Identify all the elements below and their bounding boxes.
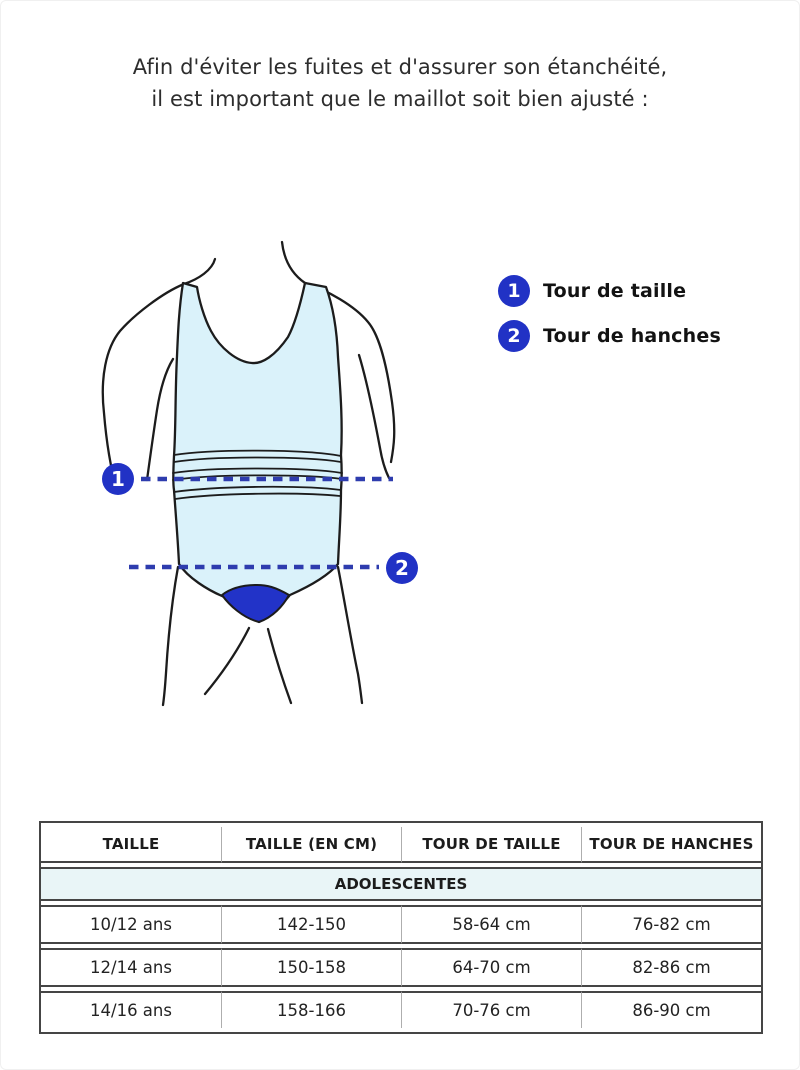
left-arm-inner-line <box>147 359 173 480</box>
intro-line-2: il est important que le maillot soit bien ajusté : <box>151 87 649 111</box>
size-table <box>41 823 761 1032</box>
neck-right-line <box>282 242 305 283</box>
right-inner-thigh-line <box>268 629 291 703</box>
measurement-legend <box>498 275 721 365</box>
cell-taille: 10/12 ans <box>41 905 221 944</box>
header-taille: TAILLE <box>41 827 221 863</box>
size-table-header-row <box>41 827 761 863</box>
crotch-panel <box>222 585 289 622</box>
cell-taille: 14/16 ans <box>41 991 221 1028</box>
cell-tour-de-hanches: 76-82 cm <box>581 905 761 944</box>
cell-taille-cm: 142-150 <box>221 905 401 944</box>
table-row <box>41 991 761 1028</box>
left-leg-outline <box>163 567 178 705</box>
header-taille-cm: TAILLE (EN CM) <box>221 827 401 863</box>
cell-tour-de-taille: 70-76 cm <box>401 991 581 1028</box>
legend-item-waist <box>498 275 721 307</box>
table-row <box>41 948 761 987</box>
left-inner-thigh-line <box>205 628 249 694</box>
cell-tour-de-hanches: 86-90 cm <box>581 991 761 1028</box>
legend-badge-1: 1 <box>498 275 530 307</box>
table-row <box>41 905 761 944</box>
waist-marker <box>102 463 134 495</box>
cell-tour-de-taille: 64-70 cm <box>401 948 581 987</box>
waist-marker-number: 1 <box>111 467 125 491</box>
hip-marker-number: 2 <box>395 556 409 580</box>
cell-tour-de-taille: 58-64 cm <box>401 905 581 944</box>
cell-taille: 12/14 ans <box>41 948 221 987</box>
neck-left-line <box>184 259 215 284</box>
cell-taille-cm: 150-158 <box>221 948 401 987</box>
header-tour-de-hanches: TOUR DE HANCHES <box>581 827 761 863</box>
size-table-container <box>39 821 763 1034</box>
legend-label-waist: Tour de taille <box>543 280 687 302</box>
legend-label-hips: Tour de hanches <box>543 325 721 347</box>
legend-badge-2: 2 <box>498 320 530 352</box>
intro-line-1: Afin d'éviter les fuites et d'assurer son étanchéité, <box>132 55 668 79</box>
section-row <box>41 867 761 901</box>
cell-taille-cm: 158-166 <box>221 991 401 1028</box>
right-leg-outline <box>338 567 362 703</box>
header-tour-de-taille: TOUR DE TAILLE <box>401 827 581 863</box>
left-arm-outline <box>103 284 184 491</box>
legend-item-hips <box>498 320 721 352</box>
section-label: ADOLESCENTES <box>41 867 761 901</box>
body-diagram <box>61 226 471 746</box>
cell-tour-de-hanches: 82-86 cm <box>581 948 761 987</box>
hip-marker <box>386 552 418 584</box>
right-arm-inner-line <box>359 355 389 478</box>
intro-text <box>1 51 799 115</box>
